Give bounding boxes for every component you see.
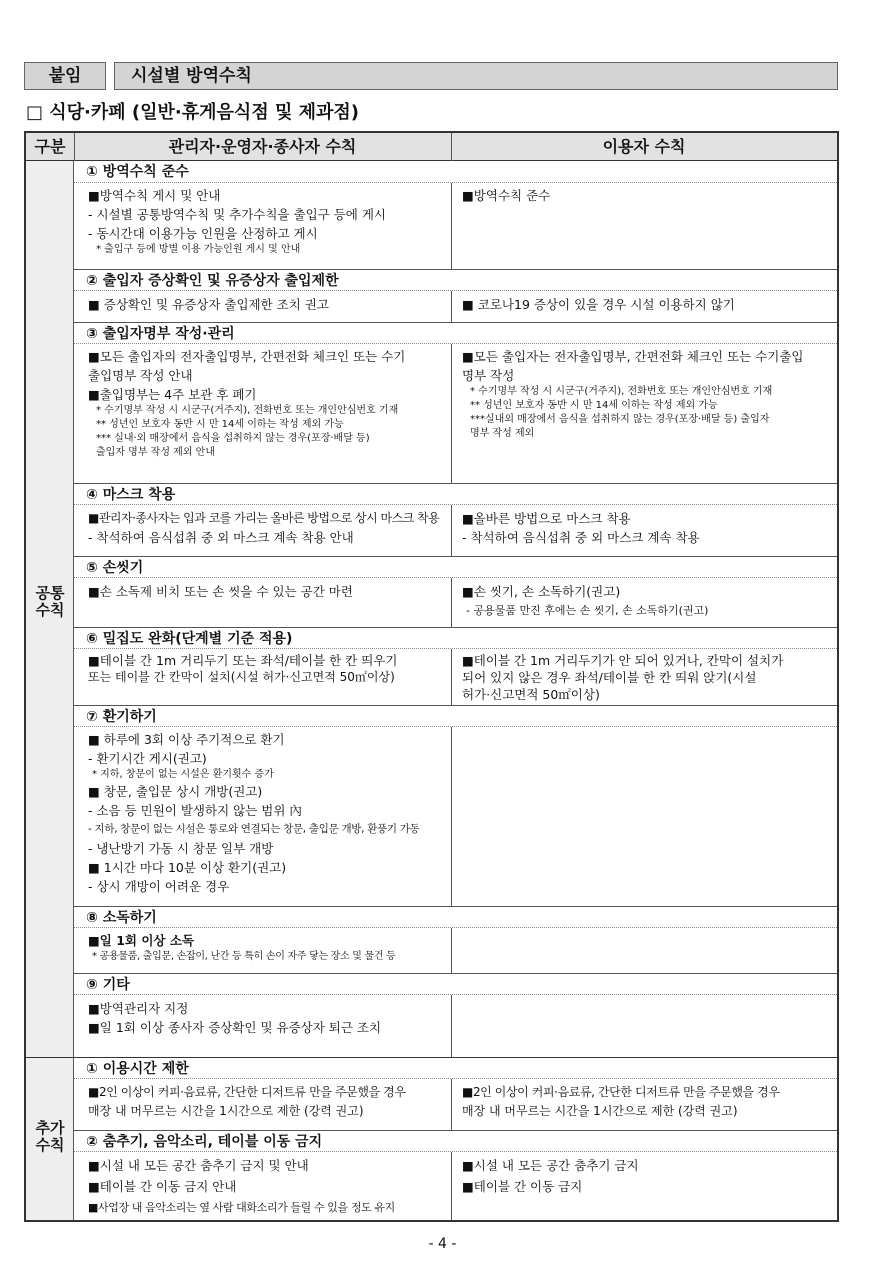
note-line: * 지하, 창문이 없는 시설은 환기횟수 증가	[92, 769, 274, 780]
text-line: - 소음 등 민원이 발생하지 않는 범위 內	[88, 803, 302, 818]
text-line: ■테이블 간 이동 금지 안내	[88, 1179, 237, 1194]
note-line: ** 성년인 보호자 동반 시 만 14세 이하는 작성 제외 가능	[470, 400, 718, 411]
text-line: ■2인 이상이 커피·음료류, 간단한 디저트류 만을 주문했을 경우	[462, 1085, 780, 1099]
section-4-title: ④ 마스크 착용	[74, 483, 837, 505]
text-line: ■테이블 간 1m 거리두기 또는 좌석/테이블 한 칸 띄우기	[88, 653, 398, 668]
category-extra	[26, 1057, 74, 1220]
text-line: 매장 내 머무르는 시간을 1시간으로 제한 (강력 권고)	[88, 1104, 364, 1118]
text-line: ■시설 내 모든 공간 춤추기 금지 및 안내	[88, 1158, 309, 1173]
text-line: ■ 창문, 출입문 상시 개방(권고)	[88, 784, 263, 799]
extra-2-right	[462, 1155, 639, 1197]
text-line: 명부 작성	[462, 368, 515, 383]
text-line: ■방역관리자 지정	[88, 1001, 189, 1016]
text-line: - 착석하여 음식섭취 중 외 마스크 계속 착용	[462, 530, 700, 545]
section-3-title: ③ 출입자명부 작성·관리	[74, 322, 837, 344]
text-line: 또는 테이블 간 칸막이 설치(시설 허가·신고면적 50㎡이상)	[88, 670, 395, 684]
table-header	[26, 133, 837, 161]
section-7-left	[88, 730, 419, 896]
text-line: - 환기시간 게시(권고)	[88, 751, 207, 766]
text-line: - 동시간대 이용가능 인원을 산정하고 게시	[88, 226, 318, 241]
text-line: ■출입명부는 4주 보관 후 폐기	[88, 387, 257, 402]
section-8-title: ⑧ 소독하기	[74, 906, 837, 928]
text-line: - 시설별 공통방역수칙 및 추가수칙을 출입구 등에 게시	[88, 207, 386, 222]
text-line: ■모든 출입자는 전자출입명부, 간편전화 체크인 또는 수기출입	[462, 349, 804, 364]
section-1-title: ① 방역수칙 준수	[74, 161, 837, 183]
section-5-title: ⑤ 손씻기	[74, 556, 837, 578]
text-line: ■방역수칙 준수	[462, 188, 551, 203]
section-2-left	[88, 295, 329, 314]
section-3-left	[88, 347, 405, 460]
extra-2-title: ② 춤추기, 음악소리, 테이블 이동 금지	[74, 1130, 837, 1152]
page-number: - 4 -	[428, 1236, 457, 1252]
section-9-title: ⑨ 기타	[74, 973, 837, 995]
text-line: - 상시 개방이 어려운 경우	[88, 879, 230, 894]
category-extra-label: 추가 수칙	[35, 1119, 65, 1154]
section-9-left	[88, 999, 381, 1037]
text-line: ■관리자·종사자는 입과 코를 가리는 올바른 방법으로 상시 마스크 착용	[88, 511, 440, 525]
section-2-title: ② 출입자 증상확인 및 유증상자 출입제한	[74, 269, 837, 291]
section-2-right	[462, 295, 735, 314]
section-5-right	[462, 582, 708, 620]
text-line: 매장 내 머무르는 시간을 1시간으로 제한 (강력 권고)	[462, 1104, 738, 1118]
section-6-right	[462, 652, 783, 703]
text-line: ■테이블 간 이동 금지	[462, 1179, 583, 1194]
document-title: 시설별 방역수칙	[114, 62, 838, 90]
text-line: ■손 소독제 비치 또는 손 씻을 수 있는 공간 마련	[88, 584, 353, 599]
section-6-left	[88, 652, 397, 686]
note-line: - 공용물품 만진 후에는 손 씻기, 손 소독하기(권고)	[466, 604, 709, 617]
subtitle: □ 식당·카페 (일반·휴게음식점 및 제과점)	[26, 102, 360, 123]
section-4-left	[88, 509, 439, 547]
section-1-left	[88, 186, 386, 257]
section-1-right	[462, 186, 550, 205]
section-8-left	[88, 931, 395, 964]
text-line: ■손 씻기, 손 소독하기(권고)	[462, 584, 621, 599]
note-line: ** 성년인 보호자 동반 시 만 14세 이하는 작성 제외 가능	[96, 419, 344, 430]
note-line: *** 실내·외 매장에서 음식을 섭취하지 않는 경우(포장·배달 등)	[96, 433, 370, 444]
text-line: ■일 1회 이상 소독	[88, 933, 195, 948]
note-line: * 출입구 등에 방별 이용 가능인원 게시 및 안내	[96, 244, 301, 255]
header-category: 구분	[34, 137, 66, 156]
text-line: ■모든 출입자의 전자출입명부, 간편전화 체크인 또는 수기	[88, 349, 406, 364]
text-line: 허가·신고면적 50㎡이상)	[462, 687, 600, 702]
section-3-right	[462, 347, 804, 441]
note-line: 명부 작성 제외	[470, 428, 535, 439]
text-line: - 냉난방기 가동 시 창문 일부 개방	[88, 841, 274, 856]
text-line: ■ 하루에 3회 이상 주기적으로 환기	[88, 732, 285, 747]
rules-table	[24, 131, 839, 1222]
text-line: ■사업장 내 음악소리는 옆 사람 대화소리가 들릴 수 있을 정도 유지	[88, 1201, 395, 1214]
section-7-title: ⑦ 환기하기	[74, 705, 837, 727]
text-line: ■ 코로나19 증상이 있을 경우 시설 이용하지 않기	[462, 297, 735, 312]
section-6-title: ⑥ 밀집도 완화(단계별 기준 적용)	[74, 627, 837, 649]
title-row	[24, 62, 838, 90]
extra-1-left	[88, 1083, 406, 1121]
note-line: ***실내외 매장에서 음식을 섭취하지 않는 경우(포장·배달 등) 출입자	[470, 414, 770, 425]
attachment-tag: 붙임	[24, 62, 106, 90]
text-line: ■일 1회 이상 종사자 증상확인 및 유증상자 퇴근 조치	[88, 1020, 382, 1035]
note-line: * 수기명부 작성 시 시군구(거주지), 전화번호 또는 개인안심번호 기재	[470, 386, 773, 397]
text-line: ■ 1시간 마다 10분 이상 환기(권고)	[88, 860, 287, 875]
text-line: 되어 있지 않은 경우 좌석/테이블 한 칸 띄워 앉기(시설	[462, 670, 757, 685]
text-line: ■2인 이상이 커피·음료류, 간단한 디저트류 만을 주문했을 경우	[88, 1085, 406, 1099]
text-line: 출입명부 작성 안내	[88, 368, 193, 383]
header-user: 이용자 수칙	[602, 137, 686, 156]
text-line: ■ 증상확인 및 유증상자 출입제한 조치 권고	[88, 297, 329, 312]
note-line: 출입자 명부 작성 제외 안내	[96, 447, 215, 458]
category-common-label: 공통 수칙	[35, 584, 65, 619]
header-manager: 관리자·운영자·종사자 수칙	[168, 137, 357, 156]
category-common	[26, 161, 74, 1057]
extra-1-right	[462, 1083, 780, 1121]
text-line: ■방역수칙 게시 및 안내	[88, 188, 221, 203]
text-line: ■올바른 방법으로 마스크 착용	[462, 511, 631, 526]
note-line: * 공용물품, 출입문, 손잡이, 난간 등 특히 손이 자주 닿는 장소 및 물건 등	[92, 951, 396, 962]
note-line: - 지하, 창문이 없는 시설은 통로와 연결되는 창문, 출입문 개방, 환풍기 가동	[88, 823, 420, 835]
text-line: - 착석하여 음식섭취 중 외 마스크 계속 착용 안내	[88, 530, 354, 545]
text-line: ■시설 내 모든 공간 춤추기 금지	[462, 1158, 639, 1173]
section-5-left	[88, 582, 353, 601]
section-4-right	[462, 509, 700, 547]
extra-1-title: ① 이용시간 제한	[74, 1057, 837, 1079]
extra-2-left	[88, 1155, 395, 1218]
note-line: * 수기명부 작성 시 시군구(거주지), 전화번호 또는 개인안심번호 기재	[96, 405, 399, 416]
text-line: ■테이블 간 1m 거리두기가 안 되어 있거나, 칸막이 설치가	[462, 653, 784, 668]
